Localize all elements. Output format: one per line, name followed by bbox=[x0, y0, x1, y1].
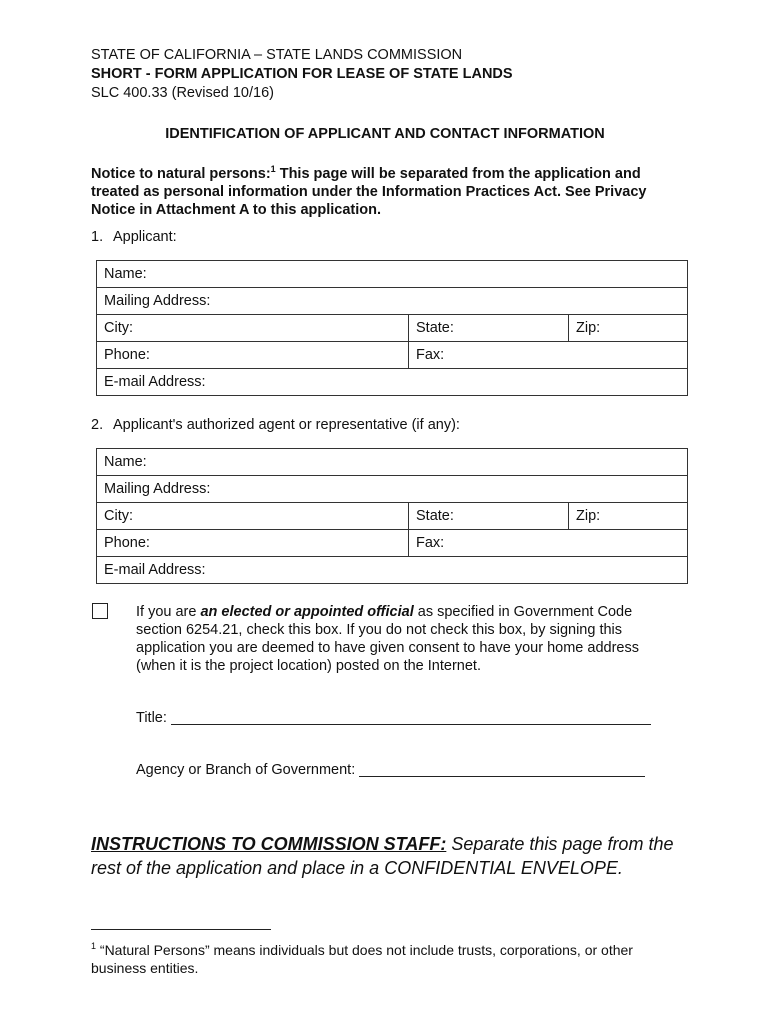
agent-state-field[interactable]: State: bbox=[409, 503, 569, 530]
applicant-table bbox=[96, 260, 688, 396]
agent-mailing-field[interactable]: Mailing Address: bbox=[97, 476, 688, 503]
agency-name: STATE OF CALIFORNIA – STATE LANDS COMMISSION bbox=[91, 47, 463, 63]
official-text-post: as specified in Government Code section 6254.21, check this box. If you do not check this box, by signing this application you are deemed to have given consent to have your home address (when it is the project location) posted on the Internet. bbox=[136, 604, 639, 674]
agent-city-field[interactable]: City: bbox=[97, 503, 409, 530]
applicant-name-field[interactable]: Name: bbox=[97, 261, 688, 288]
table-row bbox=[97, 288, 688, 315]
agency-input-line[interactable] bbox=[359, 762, 645, 777]
agency-label: Agency or Branch of Government: bbox=[136, 762, 356, 778]
applicant-email-field[interactable]: E-mail Address: bbox=[97, 369, 688, 396]
section-title: IDENTIFICATION OF APPLICANT AND CONTACT INFORMATION bbox=[165, 126, 605, 142]
official-checkbox[interactable] bbox=[92, 603, 108, 619]
form-title: SHORT - FORM APPLICATION FOR LEASE OF STATE LANDS bbox=[91, 66, 513, 82]
footnote-text: “Natural Persons” means individuals but does not include trusts, corporations, or other business entities. bbox=[91, 942, 633, 976]
applicant-state-field[interactable]: State: bbox=[409, 315, 569, 342]
applicant-city-field[interactable]: City: bbox=[97, 315, 409, 342]
applicant-phone-field[interactable]: Phone: bbox=[97, 342, 409, 369]
agent-number: 2. bbox=[91, 417, 104, 433]
notice-lead: Notice to natural persons: bbox=[91, 166, 271, 182]
agency-field bbox=[136, 761, 645, 779]
table-row bbox=[97, 261, 688, 288]
official-text-pre: If you are bbox=[136, 604, 201, 620]
applicant-fax-field[interactable]: Fax: bbox=[409, 342, 688, 369]
agent-email-field[interactable]: E-mail Address: bbox=[97, 557, 688, 584]
notice-text: This page will be separated from the application and treated as personal information under the Information Practices Act. See Privacy Notice in Attachment A to this application. bbox=[91, 166, 647, 218]
instructions-text: Separate this page from the rest of the application and place in a CONFIDENTIAL ENVELOPE. bbox=[91, 834, 674, 878]
form-header bbox=[91, 46, 513, 103]
agent-table bbox=[96, 448, 688, 584]
table-row bbox=[97, 476, 688, 503]
footnote-mark: 1 bbox=[91, 941, 97, 951]
table-row bbox=[97, 342, 688, 369]
table-row bbox=[97, 315, 688, 342]
applicant-heading-text: Applicant: bbox=[113, 229, 177, 245]
table-row bbox=[97, 449, 688, 476]
table-row bbox=[97, 530, 688, 557]
applicant-number: 1. bbox=[91, 229, 104, 245]
agent-zip-field[interactable]: Zip: bbox=[569, 503, 688, 530]
agent-heading-text: Applicant's authorized agent or representative (if any): bbox=[113, 417, 460, 433]
agent-name-field[interactable]: Name: bbox=[97, 449, 688, 476]
instructions-lead: INSTRUCTIONS TO COMMISSION STAFF: bbox=[91, 834, 447, 854]
title-label: Title: bbox=[136, 710, 167, 726]
applicant-mailing-field[interactable]: Mailing Address: bbox=[97, 288, 688, 315]
footnote-ref: 1 bbox=[270, 164, 276, 174]
form-number: SLC 400.33 (Revised 10/16) bbox=[91, 85, 274, 101]
table-row bbox=[97, 557, 688, 584]
agent-fax-field[interactable]: Fax: bbox=[409, 530, 688, 557]
footnote-divider bbox=[91, 929, 271, 930]
applicant-heading bbox=[91, 229, 177, 245]
agent-phone-field[interactable]: Phone: bbox=[97, 530, 409, 557]
applicant-zip-field[interactable]: Zip: bbox=[569, 315, 688, 342]
staff-instructions bbox=[91, 832, 691, 880]
privacy-notice bbox=[91, 160, 691, 219]
title-input-line[interactable] bbox=[171, 710, 651, 725]
table-row bbox=[97, 369, 688, 396]
table-row bbox=[97, 503, 688, 530]
footnote bbox=[91, 937, 691, 977]
agent-heading bbox=[91, 417, 460, 433]
official-paragraph bbox=[136, 603, 676, 675]
official-emphasis: an elected or appointed official bbox=[200, 604, 414, 620]
title-field bbox=[136, 709, 651, 727]
